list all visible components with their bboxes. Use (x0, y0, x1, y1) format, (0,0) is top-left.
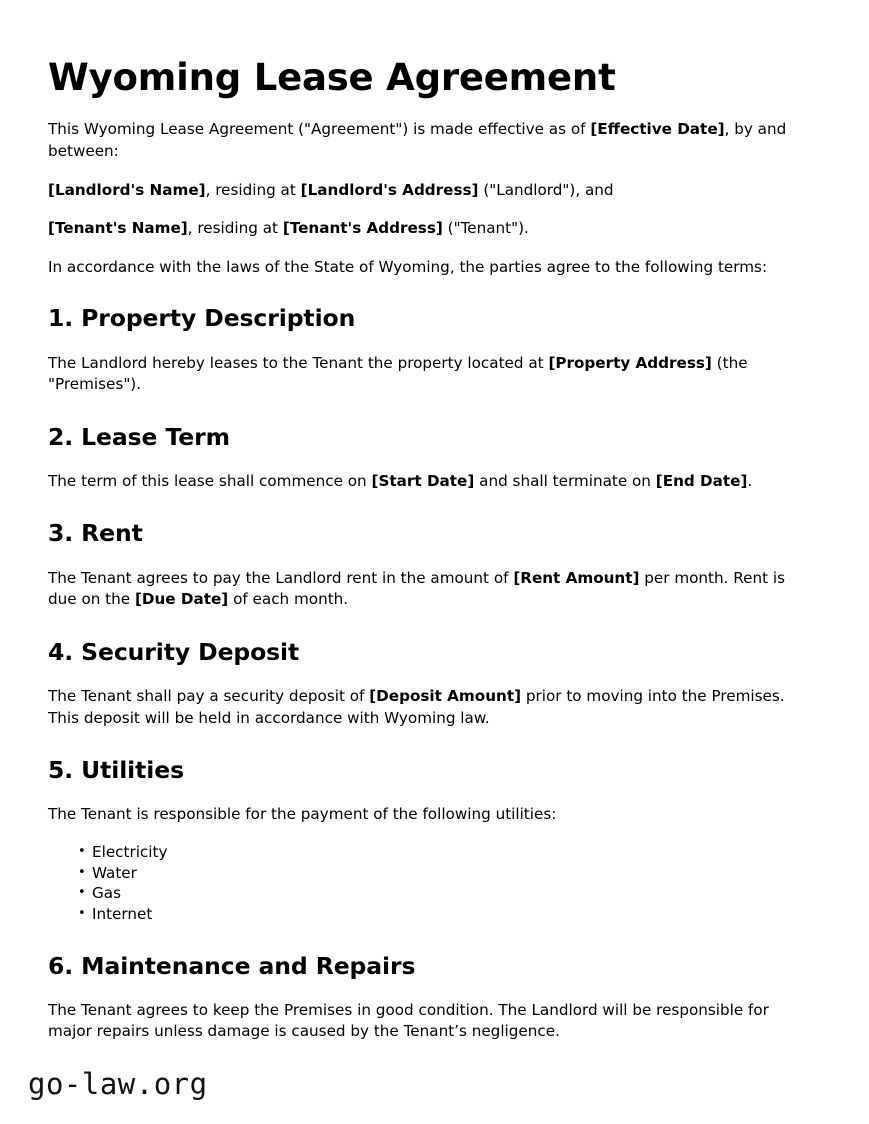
intro-lead-after: , by and between: (48, 120, 787, 161)
utilities-list (48, 842, 815, 925)
placeholder-effective-date: [Effective Date] (590, 120, 725, 139)
section-heading-maintenance-and-repairs: 6. Maintenance and Repairs (48, 951, 416, 980)
section-heading-security-deposit: 4. Security Deposit (48, 637, 300, 666)
landlord-mid-text: , residing at (205, 180, 301, 199)
placeholder-end-date: [End Date] (655, 471, 748, 490)
section-3-text-before: The Tenant agrees to pay the Landlord rent in the amount of (48, 568, 514, 587)
accordance-paragraph: In accordance with the laws of the State of Wyoming, the parties agree to the following terms: (48, 257, 768, 276)
section-2-text-mid: and shall terminate on (474, 471, 656, 490)
section-1-text-mid: (the "Premises"). (48, 353, 748, 394)
section-body-property-description (48, 353, 815, 396)
placeholder-start-date: [Start Date] (371, 471, 475, 490)
section-body-rent (48, 568, 815, 611)
section-heading-utilities: 5. Utilities (48, 756, 184, 785)
landlord-after-text: ("Landlord"), and (478, 180, 614, 199)
placeholder-deposit-amount: [Deposit Amount] (369, 686, 522, 705)
tenant-mid-text: , residing at (187, 219, 283, 238)
section-heading-property-description: 1. Property Description (48, 304, 356, 333)
list-item: • Water (92, 863, 815, 884)
section-1-text-before: The Landlord hereby leases to the Tenant the property located at (48, 353, 549, 372)
intro-lead-before: This Wyoming Lease Agreement ("Agreement") is made effective as of (48, 120, 591, 139)
list-item: • Gas (92, 883, 815, 904)
section-body-utilities: The Tenant is responsible for the payment of the following utilities: (48, 805, 557, 824)
placeholder-tenant-name: [Tenant's Name] (48, 219, 188, 238)
footer-watermark: go-law.org (28, 1067, 208, 1101)
placeholder-landlord-name: [Landlord's Name] (48, 180, 206, 199)
section-3-text-after: of each month. (228, 590, 349, 609)
landlord-paragraph (48, 180, 815, 202)
section-2-text-before: The term of this lease shall commence on (48, 471, 372, 490)
section-heading-lease-term: 2. Lease Term (48, 422, 230, 451)
section-4-text-before: The Tenant shall pay a security deposit of (48, 686, 370, 705)
list-item: • Electricity (92, 842, 815, 863)
list-item: • Internet (92, 904, 815, 925)
placeholder-property-address: [Property Address] (548, 353, 712, 372)
page-title: Wyoming Lease Agreement (48, 56, 616, 99)
section-heading-rent: 3. Rent (48, 519, 143, 548)
tenant-paragraph (48, 218, 815, 240)
section-4-text-mid: prior to moving into the Premises. This deposit will be held in accordance with Wyoming law. (48, 686, 785, 727)
section-2-text-after: . (747, 471, 753, 490)
tenant-after-text: ("Tenant"). (442, 219, 529, 238)
section-3-text-mid: per month. Rent is due on the (48, 568, 786, 609)
section-body-security-deposit (48, 686, 815, 729)
intro-effective-date-paragraph (48, 119, 815, 162)
section-body-maintenance-and-repairs: The Tenant agrees to keep the Premises in good condition. The Landlord will be responsible for major repairs unless damage is caused by the Tenant’s negligence. (48, 1000, 769, 1041)
placeholder-due-date: [Due Date] (134, 590, 229, 609)
placeholder-landlord-address: [Landlord's Address] (300, 180, 479, 199)
placeholder-tenant-address: [Tenant's Address] (282, 219, 443, 238)
placeholder-rent-amount: [Rent Amount] (513, 568, 640, 587)
section-body-lease-term (48, 471, 815, 493)
